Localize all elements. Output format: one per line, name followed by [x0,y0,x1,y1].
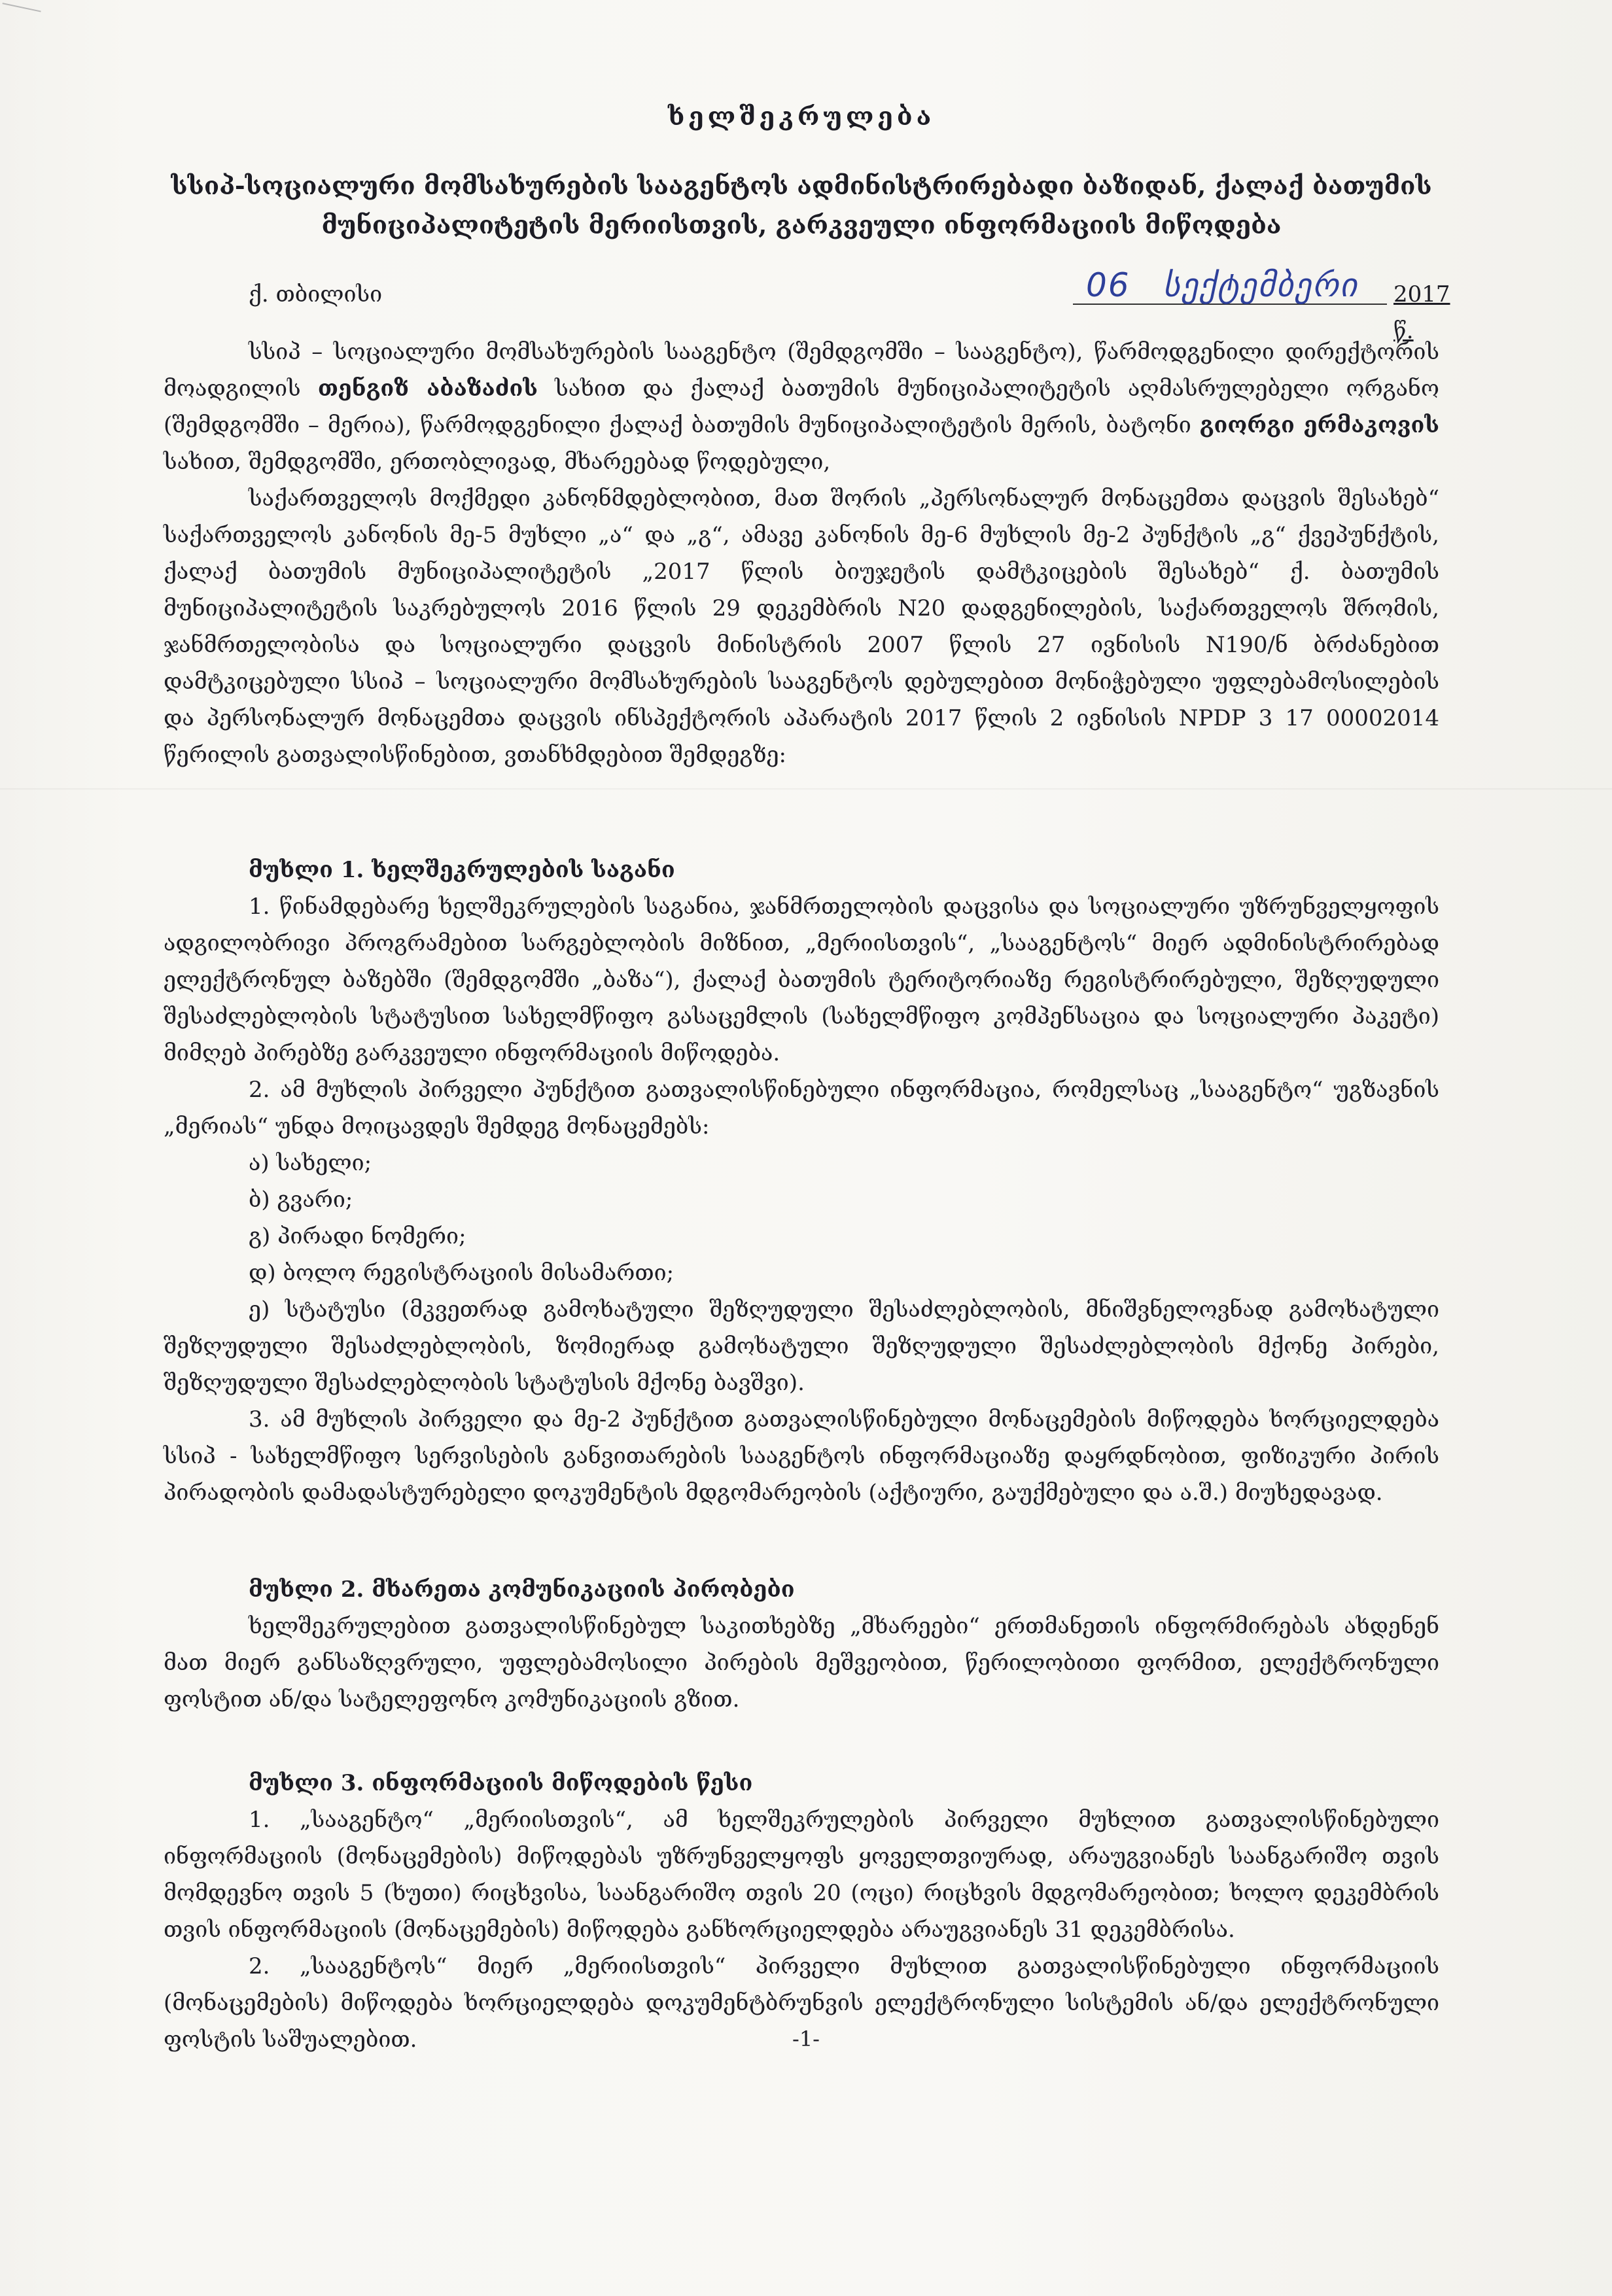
place-date-row [164,266,1450,344]
preamble-paragraph-1 [164,334,1439,480]
article-1-point-1: 1. წინამდებარე ხელშეკრულების საგანია, ჯანმრთელობის დაცვისა და სოციალური უზრუნველყოფის ადგილობრივი პროგრამებით სარგებლობის მიზნით, „მერიისთვის“, „სააგენტოს“ მიერ ადმინისტრირებად ელექტრონულ ბაზებში (შემდგომში „ბაზა“), ქალაქ ბათუმის ტერიტორიაზე რეგისტრირებული, შეზღუდული შესაძლებლობის სტატუსით სახელმწიფო გასაცემლის (სახელმწიფო კომპენსაცია და სოციალური პაკეტი) მიმღებ პირებზე გარკვეული ინფორმაციის მიწოდება. [164,894,1439,1066]
staple-mark [0,3,41,31]
list-item: დ) ბოლო რეგისტრაციის მისამართი; [249,1260,675,1286]
article-2-heading: მუხლი 2. მხარეთა კომუნიკაციის პირობები [249,1576,795,1603]
document-body [164,98,1450,2058]
document-title: ხელშეკრულება [667,101,936,131]
date-day: 06 [1086,266,1130,304]
date-month: სექტემბერი [1163,266,1358,304]
date-year: 2017 წ. [1393,281,1450,344]
signatory-name-2: გიორგი ერმაკოვის [1199,412,1439,438]
list-item: ა) სახელი; [249,1150,372,1176]
preamble-text: სახით და ქალაქ ბათუმის მუნიციპალიტეტის აღმასრულებელი ორგანო (შემდგომში – მერია), წარმოდგენილი ქალაქ ბათუმის მუნიციპალიტეტის მერის, ბატონი [164,375,1439,438]
page-number: -1- [792,2026,820,2051]
preamble-text: სახით, შემდგომში, ერთობლივად, მხარეებად წოდებული, [164,449,831,475]
article-1-point-2: 2. ამ მუხლის პირველი პუნქტით გათვალისწინებული ინფორმაცია, რომელსაც „სააგენტო“ უგზავნის „მერიას“ უნდა მოიცავდეს შემდეგ მონაცემებს: [164,1077,1439,1139]
list-item: ე) სტატუსი (მკვეთრად გამოხატული შეზღუდული შესაძლებლობის, მნიშვნელოვნად გამოხატული შეზღუდული შესაძლებლობის, ზომიერად გამოხატული შეზღუდული შესაძლებლობის მქონე პირები, შეზღუდული შესაძლებლობის სტატუსის მქონე ბავშვი). [164,1296,1439,1396]
document-subtitle-line1: სსიპ-სოციალური მომსახურების სააგენტოს ადმინისტრირებადი ბაზიდან, ქალაქ ბათუმის [171,171,1432,200]
article-1-heading: მუხლი 1. ხელშეკრულების საგანი [249,857,675,883]
place: ქ. თბილისი [249,281,383,307]
preamble-text: სსიპ – სოციალური მომსახურების სააგენტო (შემდგომში – სააგენტო), წარმოდგენილი დირექტორის მოადგილის [164,339,1439,402]
article-3-point-2: 2. „სააგენტოს“ მიერ „მერიისთვის“ პირველი მუხლით გათვალისწინებული ინფორმაციის (მონაცემების) მიწოდება ხორციელდება დოკუმენტბრუნვის ელექტრონული სისტემის ან/და ელექტრონული ფოსტის საშუალებით. [164,1953,1439,2053]
article-1-point-3: 3. ამ მუხლის პირველი და მე-2 პუნქტით გათვალისწინებული მონაცემების მიწოდება ხორციელდება სსიპ - სახელმწიფო სერვისების განვითარების სააგენტოს ინფორმაციაზე დაყრდნობით, ფიზიკური პირის პირადობის დამადასტურებელი დოკუმენტის მდგომარეობის (აქტიური, გაუქმებული და ა.შ.) მიუხედავად. [164,1406,1439,1506]
article-3-heading: მუხლი 3. ინფორმაციის მიწოდების წესი [249,1770,753,1796]
article-3-point-1: 1. „სააგენტო“ „მერიისთვის“, ამ ხელშეკრულების პირველი მუხლით გათვალისწინებული ინფორმაციის (მონაცემების) მიწოდებას უზრუნველყოფს ყოველთვიურად, არაუგვიანეს საანგარიშო თვის მომდევნო თვის 5 (ხუთი) რიცხვისა, საანგარიშო თვის 20 (ოცი) რიცხვის მდგომარეობით; ხოლო დეკემბრის თვის ინფორმაციის (მონაცემების) მიწოდება განხორციელდება არაუგვიანეს 31 დეკემბრისა. [164,1807,1439,1943]
article-2-paragraph: ხელშეკრულებით გათვალისწინებულ საკითხებზე „მხარეები“ ერთმანეთის ინფორმირებას ახდენენ მათ მიერ განსაზღვრული, უფლებამოსილი პირების მეშვეობით, წერილობითი ფორმით, ელექტრონული ფოსტით ან/და სატელეფონო კომუნიკაციის გზით. [164,1613,1439,1713]
signatory-name-1: თენგიზ აბაზაძის [317,375,538,402]
preamble-paragraph-2: საქართველოს მოქმედი კანონმდებლობით, მათ შორის „პერსონალურ მონაცემთა დაცვის შესახებ“ საქართველოს კანონის მე-5 მუხლი „ა“ და „გ“, ამავე კანონის მე-6 მუხლის მე-2 პუნქტის „გ“ ქვეპუნქტის, ქალაქ ბათუმის მუნიციპალიტეტის „2017 წლის ბიუჯეტის დამტკიცების შესახებ“ ქ. ბათუმის მუნიციპალიტეტის საკრებულოს 2016 წლის 29 დეკემბრის N20 დადგენილების, საქართველოს შრომის, ჯანმრთელობისა და სოციალური დაცვის მინისტრის 2007 წლის 27 ივნისის N190/ნ ბრძანებით დამტკიცებული სსიპ – სოციალური მომსახურების სააგენტოს დებულებით მონიჭებული უფლებამოსილების და პერსონალურ მონაცემთა დაცვის ინსპექტორის აპარატის 2017 წლის 2 ივნისის NPDP 3 17 00002014 წერილის გათვალისწინებით, ვთანხმდებით შემდეგზე: [164,485,1439,768]
list-item: გ) პირადი ნომერი; [249,1223,466,1249]
list-item: ბ) გვარი; [249,1187,353,1213]
document-subtitle-line2: მუნიციპალიტეტის მერიისთვის, გარკვეული ინფორმაციის მიწოდება [321,210,1282,239]
handwritten-date [1073,267,1387,305]
